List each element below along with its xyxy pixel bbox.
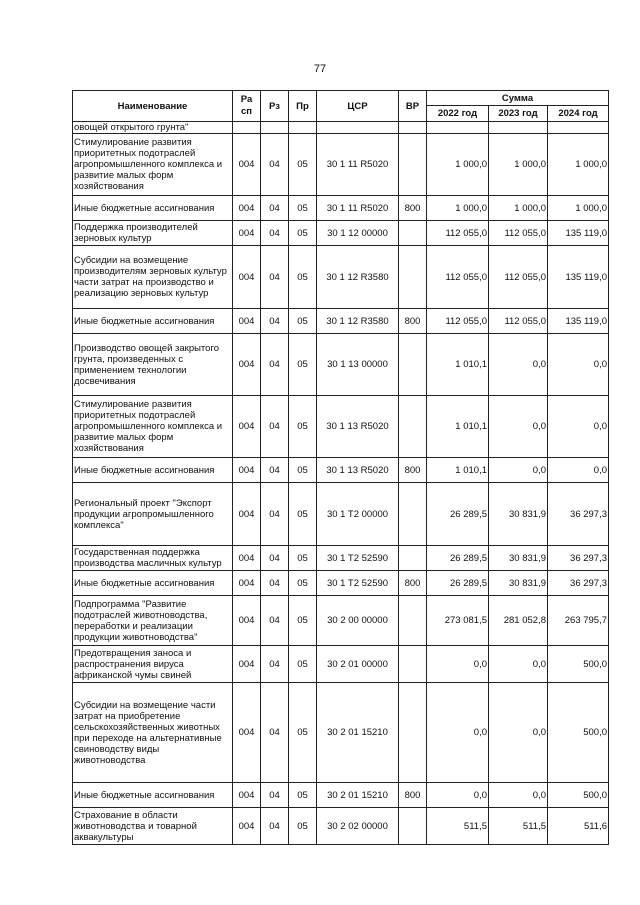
row-pr: 05	[289, 196, 317, 221]
row-name: Стимулирование развития приоритетных подотраслей агропромышленного комплекса и развитие малых форм хозяйствования	[73, 134, 233, 196]
row-vr	[399, 808, 427, 845]
row-name: Предотвращения заноса и распространения вируса африканской чумы свиней	[73, 646, 233, 683]
row-sum-2023: 0,0	[489, 396, 548, 458]
row-sum-2023: 112 055,0	[489, 309, 548, 334]
row-csr: 30 1 11 R5020	[317, 196, 399, 221]
row-name: Стимулирование развития приоритетных подотраслей агропромышленного комплекса и развитие малых форм хозяйствования	[73, 396, 233, 458]
row-csr: 30 1 13 R5020	[317, 396, 399, 458]
row-sum-2024: 0,0	[548, 458, 609, 483]
table-row	[73, 483, 609, 546]
row-rsp: 004	[233, 334, 261, 396]
row-sum-2023: 0,0	[489, 646, 548, 683]
row-sum-2024: 1 000,0	[548, 196, 609, 221]
row-csr: 30 2 00 00000	[317, 596, 399, 646]
continuation-text: овощей открытого грунта"	[73, 122, 233, 134]
table-header	[73, 91, 609, 122]
header-csr: ЦСР	[317, 91, 399, 122]
row-sum-2022: 273 081,5	[427, 596, 489, 646]
row-sum-2023: 511,5	[489, 808, 548, 845]
row-pr: 05	[289, 458, 317, 483]
row-vr: 800	[399, 571, 427, 596]
row-sum-2023: 30 831,9	[489, 546, 548, 571]
row-sum-2023: 30 831,9	[489, 483, 548, 546]
row-sum-2023: 112 055,0	[489, 221, 548, 246]
row-sum-2022: 112 055,0	[427, 309, 489, 334]
row-vr	[399, 646, 427, 683]
row-vr: 800	[399, 783, 427, 808]
row-vr	[399, 483, 427, 546]
row-rsp: 004	[233, 783, 261, 808]
row-rz: 04	[261, 646, 289, 683]
row-name: Иные бюджетные ассигнования	[73, 458, 233, 483]
row-rz: 04	[261, 309, 289, 334]
row-name: Субсидии на возмещение части затрат на приобретение сельскохозяйственных животных при переходе на альтернативные свиноводству виды животноводства	[73, 683, 233, 783]
row-sum-2024: 0,0	[548, 396, 609, 458]
header-rsp	[233, 91, 261, 122]
row-sum-2023: 0,0	[489, 783, 548, 808]
row-sum-2022: 1 010,1	[427, 458, 489, 483]
page-number: 77	[313, 63, 327, 75]
header-sum: Сумма	[427, 91, 609, 106]
row-sum-2022: 112 055,0	[427, 221, 489, 246]
row-vr: 800	[399, 458, 427, 483]
row-name: Государственная поддержка производства масличных культур	[73, 546, 233, 571]
row-pr: 05	[289, 221, 317, 246]
table-row	[73, 334, 609, 396]
row-csr: 30 2 02 00000	[317, 808, 399, 845]
table-row	[73, 221, 609, 246]
row-vr: 800	[399, 309, 427, 334]
row-rz: 04	[261, 783, 289, 808]
row-pr: 05	[289, 334, 317, 396]
row-sum-2022: 1 000,0	[427, 196, 489, 221]
row-csr: 30 1 T2 00000	[317, 483, 399, 546]
table-row	[73, 458, 609, 483]
row-name: Иные бюджетные ассигнования	[73, 196, 233, 221]
row-vr	[399, 221, 427, 246]
row-vr	[399, 396, 427, 458]
row-rz: 04	[261, 334, 289, 396]
row-sum-2022: 1 010,1	[427, 334, 489, 396]
table-row	[73, 396, 609, 458]
row-sum-2022: 26 289,5	[427, 483, 489, 546]
row-rsp: 004	[233, 396, 261, 458]
row-sum-2022: 511,5	[427, 808, 489, 845]
row-vr	[399, 546, 427, 571]
header-name: Наименование	[73, 91, 233, 122]
row-sum-2024: 36 297,3	[548, 546, 609, 571]
row-pr: 05	[289, 571, 317, 596]
row-sum-2024: 500,0	[548, 646, 609, 683]
row-csr: 30 1 12 00000	[317, 221, 399, 246]
row-sum-2024: 500,0	[548, 783, 609, 808]
row-csr: 30 1 12 R3580	[317, 309, 399, 334]
row-rz: 04	[261, 246, 289, 309]
row-sum-2022: 26 289,5	[427, 571, 489, 596]
row-name: Поддержка производителей зерновых культур	[73, 221, 233, 246]
table-row	[73, 683, 609, 783]
row-sum-2022: 0,0	[427, 646, 489, 683]
row-rsp: 004	[233, 196, 261, 221]
table-row	[73, 309, 609, 334]
row-rsp: 004	[233, 683, 261, 783]
row-sum-2022: 0,0	[427, 683, 489, 783]
row-sum-2022: 26 289,5	[427, 546, 489, 571]
row-csr: 30 2 01 00000	[317, 646, 399, 683]
row-rsp: 004	[233, 309, 261, 334]
row-pr: 05	[289, 646, 317, 683]
row-rsp: 004	[233, 646, 261, 683]
row-rsp: 004	[233, 596, 261, 646]
row-name: Иные бюджетные ассигнования	[73, 309, 233, 334]
row-sum-2024: 1 000,0	[548, 134, 609, 196]
row-vr	[399, 596, 427, 646]
row-sum-2024: 135 119,0	[548, 221, 609, 246]
row-vr	[399, 246, 427, 309]
row-sum-2023: 112 055,0	[489, 246, 548, 309]
row-name: Иные бюджетные ассигнования	[73, 783, 233, 808]
row-csr: 30 1 12 R3580	[317, 246, 399, 309]
row-pr: 05	[289, 309, 317, 334]
row-sum-2022: 112 055,0	[427, 246, 489, 309]
row-rz: 04	[261, 546, 289, 571]
budget-table	[72, 90, 609, 845]
row-sum-2022: 1 010,1	[427, 396, 489, 458]
table-row	[73, 783, 609, 808]
row-sum-2024: 36 297,3	[548, 483, 609, 546]
row-sum-2022: 0,0	[427, 783, 489, 808]
row-vr	[399, 334, 427, 396]
row-rsp: 004	[233, 458, 261, 483]
row-csr: 30 2 01 15210	[317, 783, 399, 808]
table-row	[73, 196, 609, 221]
row-pr: 05	[289, 683, 317, 783]
table-row	[73, 808, 609, 845]
row-rz: 04	[261, 134, 289, 196]
row-sum-2024: 0,0	[548, 334, 609, 396]
row-name: Подпрограмма "Развитие подотраслей животноводства, переработки и реализации продукции животноводства"	[73, 596, 233, 646]
row-rsp: 004	[233, 808, 261, 845]
row-name: Иные бюджетные ассигнования	[73, 571, 233, 596]
row-csr: 30 1 T2 52590	[317, 546, 399, 571]
row-pr: 05	[289, 783, 317, 808]
row-rz: 04	[261, 458, 289, 483]
row-sum-2023: 1 000,0	[489, 134, 548, 196]
row-rsp: 004	[233, 546, 261, 571]
row-name: Субсидии на возмещение производителям зерновых культур части затрат на производство и реализацию зерновых культур	[73, 246, 233, 309]
row-name: Региональный проект "Экспорт продукции агропромышленного комплекса"	[73, 483, 233, 546]
header-vr: ВР	[399, 91, 427, 122]
row-pr: 05	[289, 596, 317, 646]
row-sum-2024: 511,6	[548, 808, 609, 845]
continuation-row	[73, 122, 609, 134]
table-row	[73, 134, 609, 196]
row-name: Производство овощей закрытого грунта, произведенных с применением технологии досвечивания	[73, 334, 233, 396]
row-rz: 04	[261, 196, 289, 221]
row-sum-2023: 0,0	[489, 683, 548, 783]
row-sum-2024: 36 297,3	[548, 571, 609, 596]
row-rsp: 004	[233, 246, 261, 309]
row-pr: 05	[289, 246, 317, 309]
row-rz: 04	[261, 808, 289, 845]
table-row	[73, 246, 609, 309]
row-sum-2024: 500,0	[548, 683, 609, 783]
row-sum-2023: 1 000,0	[489, 196, 548, 221]
row-vr	[399, 134, 427, 196]
header-year-2023: 2023 год	[489, 106, 548, 122]
row-csr: 30 1 13 00000	[317, 334, 399, 396]
row-sum-2023: 0,0	[489, 334, 548, 396]
table-row	[73, 546, 609, 571]
row-csr: 30 2 01 15210	[317, 683, 399, 783]
row-rz: 04	[261, 683, 289, 783]
row-sum-2024: 135 119,0	[548, 309, 609, 334]
header-year-2024: 2024 год	[548, 106, 609, 122]
table-row	[73, 646, 609, 683]
row-pr: 05	[289, 134, 317, 196]
row-rz: 04	[261, 396, 289, 458]
header-rsp-line1: Ра	[240, 94, 253, 105]
row-vr	[399, 683, 427, 783]
row-rz: 04	[261, 221, 289, 246]
row-rsp: 004	[233, 571, 261, 596]
row-sum-2022: 1 000,0	[427, 134, 489, 196]
row-pr: 05	[289, 808, 317, 845]
row-csr: 30 1 T2 52590	[317, 571, 399, 596]
row-rz: 04	[261, 571, 289, 596]
row-sum-2024: 263 795,7	[548, 596, 609, 646]
table-row	[73, 596, 609, 646]
row-sum-2024: 135 119,0	[548, 246, 609, 309]
row-rz: 04	[261, 596, 289, 646]
row-rsp: 004	[233, 483, 261, 546]
row-sum-2023: 30 831,9	[489, 571, 548, 596]
row-rsp: 004	[233, 221, 261, 246]
row-rsp: 004	[233, 134, 261, 196]
header-rz: Рз	[261, 91, 289, 122]
row-sum-2023: 281 052,8	[489, 596, 548, 646]
table-body	[73, 122, 609, 845]
row-pr: 05	[289, 396, 317, 458]
row-pr: 05	[289, 546, 317, 571]
row-csr: 30 1 13 R5020	[317, 458, 399, 483]
table-row	[73, 571, 609, 596]
header-year-2022: 2022 год	[427, 106, 489, 122]
header-rsp-line2: сп	[240, 106, 253, 117]
row-csr: 30 1 11 R5020	[317, 134, 399, 196]
row-name: Страхование в области животноводства и товарной аквакультуры	[73, 808, 233, 845]
row-pr: 05	[289, 483, 317, 546]
row-rz: 04	[261, 483, 289, 546]
row-sum-2023: 0,0	[489, 458, 548, 483]
row-vr: 800	[399, 196, 427, 221]
header-pr: Пр	[289, 91, 317, 122]
